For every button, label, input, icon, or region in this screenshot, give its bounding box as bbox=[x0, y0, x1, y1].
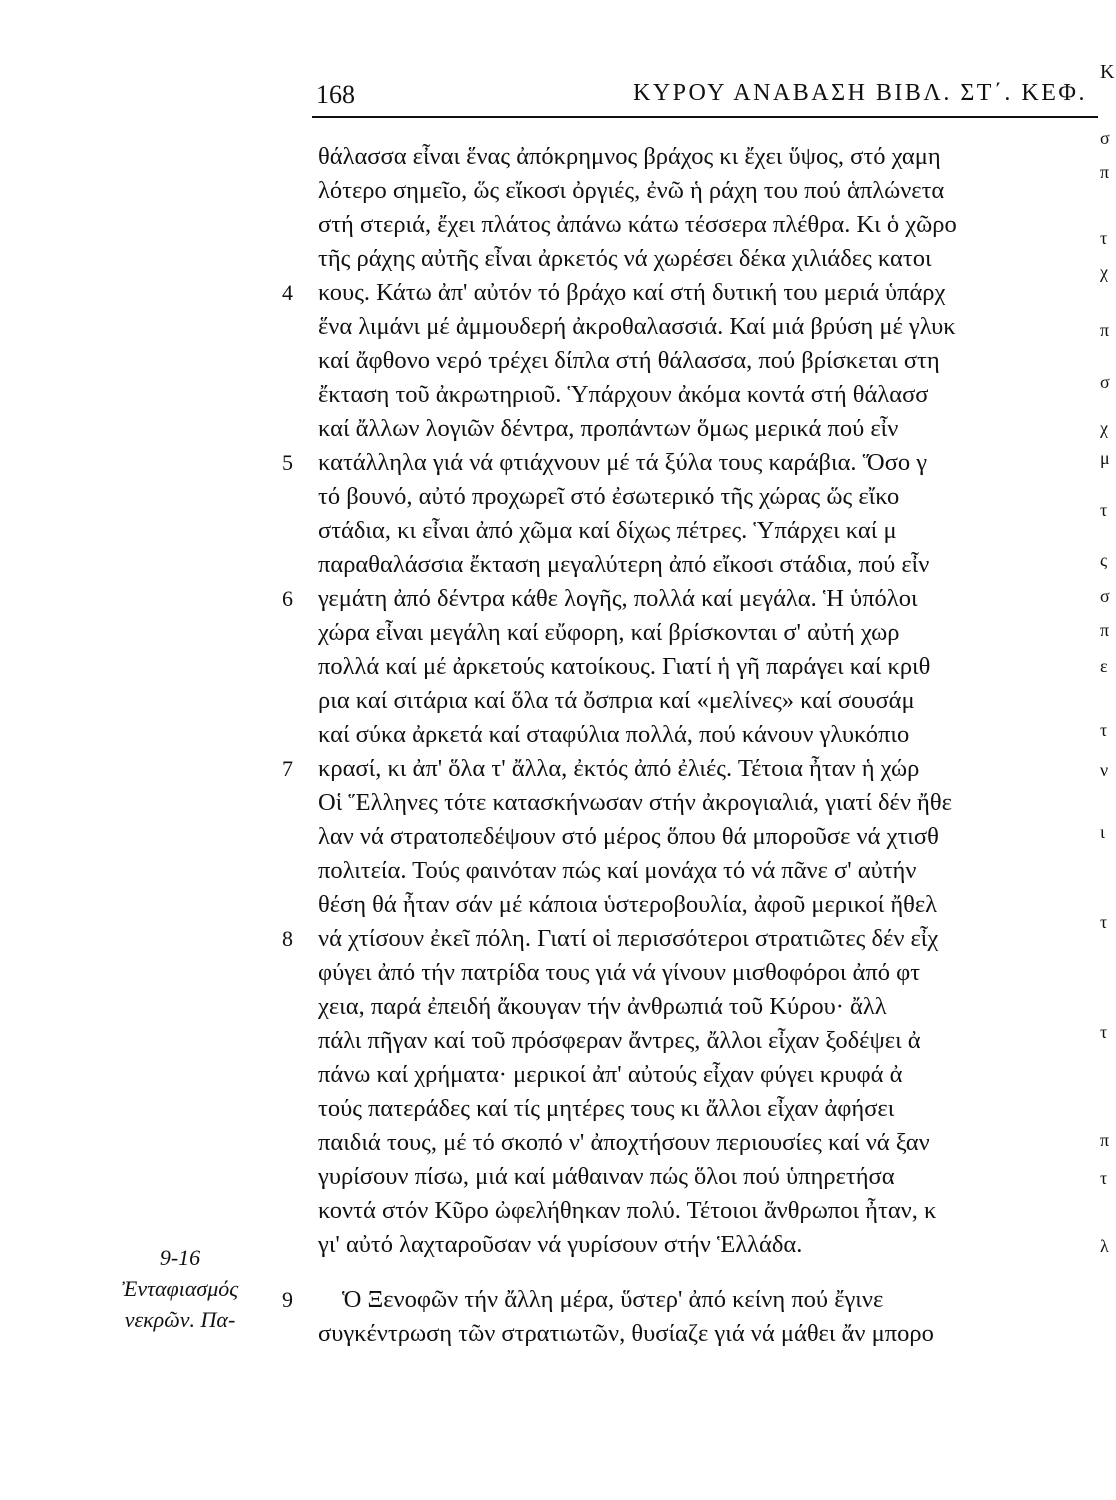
text-line: πάνω καί χρήματα· μερικοί ἀπ' αὐτούς εἶχαν φύγει κρυφά ἀ bbox=[318, 1061, 903, 1088]
edge-letter: π bbox=[1100, 320, 1110, 340]
text-line: γι' αὐτό λαχταροῦσαν νά γυρίσουν στήν Ἑλλάδα. bbox=[318, 1231, 803, 1258]
edge-letter: σ bbox=[1100, 128, 1110, 148]
text-line: παιδιά τους, μέ τό σκοπό ν' ἀποχτήσουν περιουσίες καί νά ξαν bbox=[318, 1129, 930, 1156]
text-line: γυρίσουν πίσω, μιά καί μάθαιναν πώς ὅλοι πού ὑπηρετήσα bbox=[318, 1163, 895, 1190]
edge-letter: π bbox=[1100, 620, 1110, 640]
text-line: καί ἄφθονο νερό τρέχει δίπλα στή θάλασσα, πού βρίσκεται στη bbox=[318, 347, 940, 374]
text-line: τούς πατεράδες καί τίς μητέρες τους κι ἄλλοι εἶχαν ἀφήσει bbox=[318, 1095, 895, 1122]
margin-note-line: Ἐνταφιασμός bbox=[121, 1276, 239, 1301]
edge-letter: τ bbox=[1100, 500, 1108, 520]
header-rule bbox=[312, 116, 1098, 118]
margin-note-line: νεκρῶν. Πα- bbox=[124, 1307, 236, 1332]
edge-letter: τ bbox=[1100, 228, 1108, 248]
text-line: λαν νά στρατοπεδέψουν στό μέρος ὅπου θά μποροῦσε νά χτισθ bbox=[318, 823, 939, 850]
text-line: χεια, παρά ἐπειδή ἄκουγαν τήν ἀνθρωπιά τοῦ Κύρου· ἄλλ bbox=[318, 993, 887, 1020]
text-line: πολιτεία. Τούς φαινόταν πώς καί μονάχα τό νά πᾶνε σ' αὐτήν bbox=[318, 857, 917, 884]
text-line: στάδια, κι εἶναι ἀπό χῶμα καί δίχως πέτρες. Ὑπάρχει καί μ bbox=[318, 517, 897, 544]
edge-letter: ι bbox=[1100, 822, 1105, 842]
text-line: παραθαλάσσια ἔκταση μεγαλύτερη ἀπό εἴκοσι στάδια, πού εἶν bbox=[318, 551, 930, 578]
line-number-6: 6 bbox=[282, 586, 293, 611]
edge-letter: π bbox=[1100, 1130, 1110, 1150]
margin-note-range: 9-16 bbox=[159, 1245, 201, 1270]
text-line: λότερο σημεῖο, ὥς εἴκοσι ὀργιές, ἐνῶ ἡ ράχη του πού ἁπλώνετα bbox=[318, 177, 945, 204]
edge-letter: μ bbox=[1100, 448, 1110, 468]
edge-letter: ς bbox=[1100, 550, 1108, 570]
running-title: ΚΥΡΟΥ ΑΝΑΒΑΣΗ ΒΙΒΛ. ΣΤ΄. ΚΕΦ. bbox=[633, 80, 1087, 106]
text-line: πολλά καί μέ ἀρκετούς κατοίκους. Γιατί ἡ γῆ παράγει καί κριθ bbox=[318, 653, 931, 680]
text-line: συγκέντρωση τῶν στρατιωτῶν, θυσίαζε γιά νά μάθει ἄν μπορο bbox=[318, 1320, 934, 1347]
text-line: κοντά στόν Κῦρο ὠφελήθηκαν πολύ. Τέτοιοι ἄνθρωποι ἦταν, κ bbox=[318, 1197, 937, 1224]
edge-letter: K bbox=[1100, 61, 1115, 83]
text-line: καί ἄλλων λογιῶν δέντρα, προπάντων ὅμως μερικά πού εἶν bbox=[318, 415, 899, 442]
text-line: καί σύκα ἀρκετά καί σταφύλια πολλά, πού κάνουν γλυκόπιο bbox=[318, 721, 910, 748]
edge-letter: χ bbox=[1100, 418, 1108, 438]
text-line: Οἱ Ἕλληνες τότε κατασκήνωσαν στήν ἀκρογιαλιά, γιατί δέν ἤθε bbox=[318, 789, 952, 816]
text-line: τῆς ράχης αὐτῆς εἶναι ἀρκετός νά χωρέσει δέκα χιλιάδες κατοι bbox=[318, 245, 932, 272]
edge-letter: τ bbox=[1100, 720, 1108, 740]
text-line: κους. Κάτω ἀπ' αὐτόν τό βράχο καί στή δυτική του μεριά ὑπάρχ bbox=[318, 279, 946, 306]
text-line: ἔκταση τοῦ ἀκρωτηριοῦ. Ὑπάρχουν ἀκόμα κοντά στή θάλασσ bbox=[318, 381, 929, 408]
edge-letter: ε bbox=[1100, 656, 1108, 676]
edge-letter: ν bbox=[1100, 760, 1109, 780]
page-number: 168 bbox=[316, 80, 355, 109]
text-line: πάλι πῆγαν καί τοῦ πρόσφεραν ἄντρες, ἄλλοι εἶχαν ξοδέψει ἀ bbox=[318, 1027, 921, 1054]
edge-letter: τ bbox=[1100, 1022, 1108, 1042]
text-line: στή στεριά, ἔχει πλάτος ἀπάνω κάτω τέσσερα πλέθρα. Κι ὁ χῶρο bbox=[318, 211, 957, 238]
line-number-5: 5 bbox=[282, 450, 293, 475]
text-line: τό βουνό, αὐτό προχωρεῖ στό ἐσωτερικό τῆς χώρας ὥς εἴκο bbox=[318, 483, 900, 510]
line-number-4: 4 bbox=[282, 280, 293, 305]
text-line: κατάλληλα γιά νά φτιάχνουν μέ τά ξύλα τους καράβια. Ὅσο γ bbox=[318, 449, 928, 476]
text-line: θάλασσα εἶναι ἕνας ἀπόκρημνος βράχος κι ἔχει ὕψος, στό χαμη bbox=[318, 143, 941, 170]
line-number-9: 9 bbox=[282, 1287, 293, 1312]
text-line: ἕνα λιμάνι μέ ἀμμουδερή ἀκροθαλασσιά. Καί μιά βρύση μέ γλυκ bbox=[318, 313, 956, 340]
edge-letter: τ bbox=[1100, 912, 1108, 932]
edge-letter: π bbox=[1100, 162, 1110, 182]
edge-letter: σ bbox=[1100, 372, 1110, 392]
text-line: γεμάτη ἀπό δέντρα κάθε λογῆς, πολλά καί μεγάλα. Ἡ ὑπόλοι bbox=[318, 585, 918, 612]
line-number-7: 7 bbox=[282, 756, 293, 781]
text-line: φύγει ἀπό τήν πατρίδα τους γιά νά γίνουν μισθοφόροι ἀπό φτ bbox=[318, 959, 921, 986]
edge-letter: χ bbox=[1100, 262, 1108, 282]
edge-letter: τ bbox=[1100, 1168, 1108, 1188]
line-number-8: 8 bbox=[282, 926, 293, 951]
text-line: νά χτίσουν ἐκεῖ πόλη. Γιατί οἱ περισσότεροι στρατιῶτες δέν εἶχ bbox=[318, 925, 939, 952]
text-line: ρια καί σιτάρια καί ὅλα τά ὄσπρια καί «μελίνες» καί σουσάμ bbox=[318, 687, 915, 714]
text-line: χώρα εἶναι μεγάλη καί εὔφορη, καί βρίσκονται σ' αὐτή χωρ bbox=[318, 619, 900, 646]
edge-letter: λ bbox=[1100, 1236, 1109, 1256]
text-line: Ὁ Ξενοφῶν τήν ἄλλη μέρα, ὕστερ' ἀπό κείνη πού ἔγινε bbox=[342, 1286, 884, 1313]
text-line: κρασί, κι ἀπ' ὅλα τ' ἄλλα, ἐκτός ἀπό ἐλιές. Τέτοια ἦταν ἡ χώρ bbox=[318, 755, 920, 782]
text-line: θέση θά ἦταν σάν μέ κάποια ὑστεροβουλία, ἀφοῦ μερικοί ἤθελ bbox=[318, 891, 938, 918]
edge-letter: σ bbox=[1100, 586, 1110, 606]
